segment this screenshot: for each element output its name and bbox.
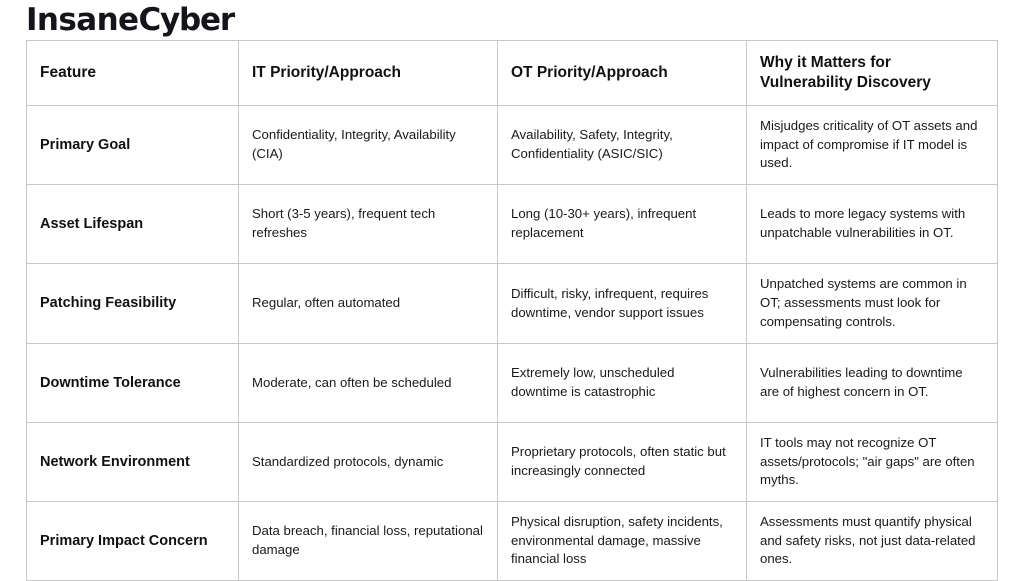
- cell-it-primary-impact-concern: Data breach, financial loss, reputational damage: [239, 502, 498, 581]
- comparison-table-wrapper: [26, 40, 997, 581]
- row-header-asset-lifespan: Asset Lifespan: [27, 185, 239, 264]
- table-row: [27, 106, 998, 185]
- cell-ot-downtime-tolerance: Extremely low, unscheduled downtime is catastrophic: [498, 344, 747, 423]
- it-ot-comparison-table: [26, 40, 998, 581]
- row-header-downtime-tolerance: Downtime Tolerance: [27, 344, 239, 423]
- cell-why-patching-feasibility: Unpatched systems are common in OT; assessments must look for compensating controls.: [747, 264, 998, 344]
- cell-ot-primary-goal: Availability, Safety, Integrity, Confidentiality (ASIC/SIC): [498, 106, 747, 185]
- row-header-network-environment: Network Environment: [27, 423, 239, 502]
- cell-why-asset-lifespan: Leads to more legacy systems with unpatchable vulnerabilities in OT.: [747, 185, 998, 264]
- cell-it-downtime-tolerance: Moderate, can often be scheduled: [239, 344, 498, 423]
- table-header: [27, 41, 998, 106]
- table-header-row: [27, 41, 998, 106]
- brand-word-insane: Insane: [26, 2, 139, 38]
- table-row: [27, 185, 998, 264]
- cell-it-asset-lifespan: Short (3-5 years), frequent tech refreshes: [239, 185, 498, 264]
- table-body: [27, 106, 998, 581]
- cell-why-primary-impact-concern: Assessments must quantify physical and safety risks, not just data-related ones.: [747, 502, 998, 581]
- cell-ot-patching-feasibility: Difficult, risky, infrequent, requires downtime, vendor support issues: [498, 264, 747, 344]
- cell-ot-asset-lifespan: Long (10-30+ years), infrequent replacement: [498, 185, 747, 264]
- table-row: [27, 344, 998, 423]
- table-row: [27, 423, 998, 502]
- cell-ot-primary-impact-concern: Physical disruption, safety incidents, environmental damage, massive financial loss: [498, 502, 747, 581]
- cell-why-downtime-tolerance: Vulnerabilities leading to downtime are of highest concern in OT.: [747, 344, 998, 423]
- row-header-patching-feasibility: Patching Feasibility: [27, 264, 239, 344]
- table-row: [27, 502, 998, 581]
- row-header-primary-goal: Primary Goal: [27, 106, 239, 185]
- cell-ot-network-environment: Proprietary protocols, often static but increasingly connected: [498, 423, 747, 502]
- cell-it-network-environment: Standardized protocols, dynamic: [239, 423, 498, 502]
- cell-why-primary-goal: Misjudges criticality of OT assets and impact of compromise if IT model is used.: [747, 106, 998, 185]
- row-header-primary-impact-concern: Primary Impact Concern: [27, 502, 239, 581]
- cell-it-patching-feasibility: Regular, often automated: [239, 264, 498, 344]
- column-header-why-it-matters: Why it Matters for Vulnerability Discovery: [747, 41, 998, 106]
- brand-word-cyber: Cyber: [138, 2, 234, 38]
- table-row: [27, 264, 998, 344]
- column-header-it-priority: IT Priority/Approach: [239, 41, 498, 106]
- column-header-feature: Feature: [27, 41, 239, 106]
- cell-it-primary-goal: Confidentiality, Integrity, Availability (CIA): [239, 106, 498, 185]
- column-header-ot-priority: OT Priority/Approach: [498, 41, 747, 106]
- brand-logo: [26, 2, 234, 38]
- cell-why-network-environment: IT tools may not recognize OT assets/protocols; "air gaps" are often myths.: [747, 423, 998, 502]
